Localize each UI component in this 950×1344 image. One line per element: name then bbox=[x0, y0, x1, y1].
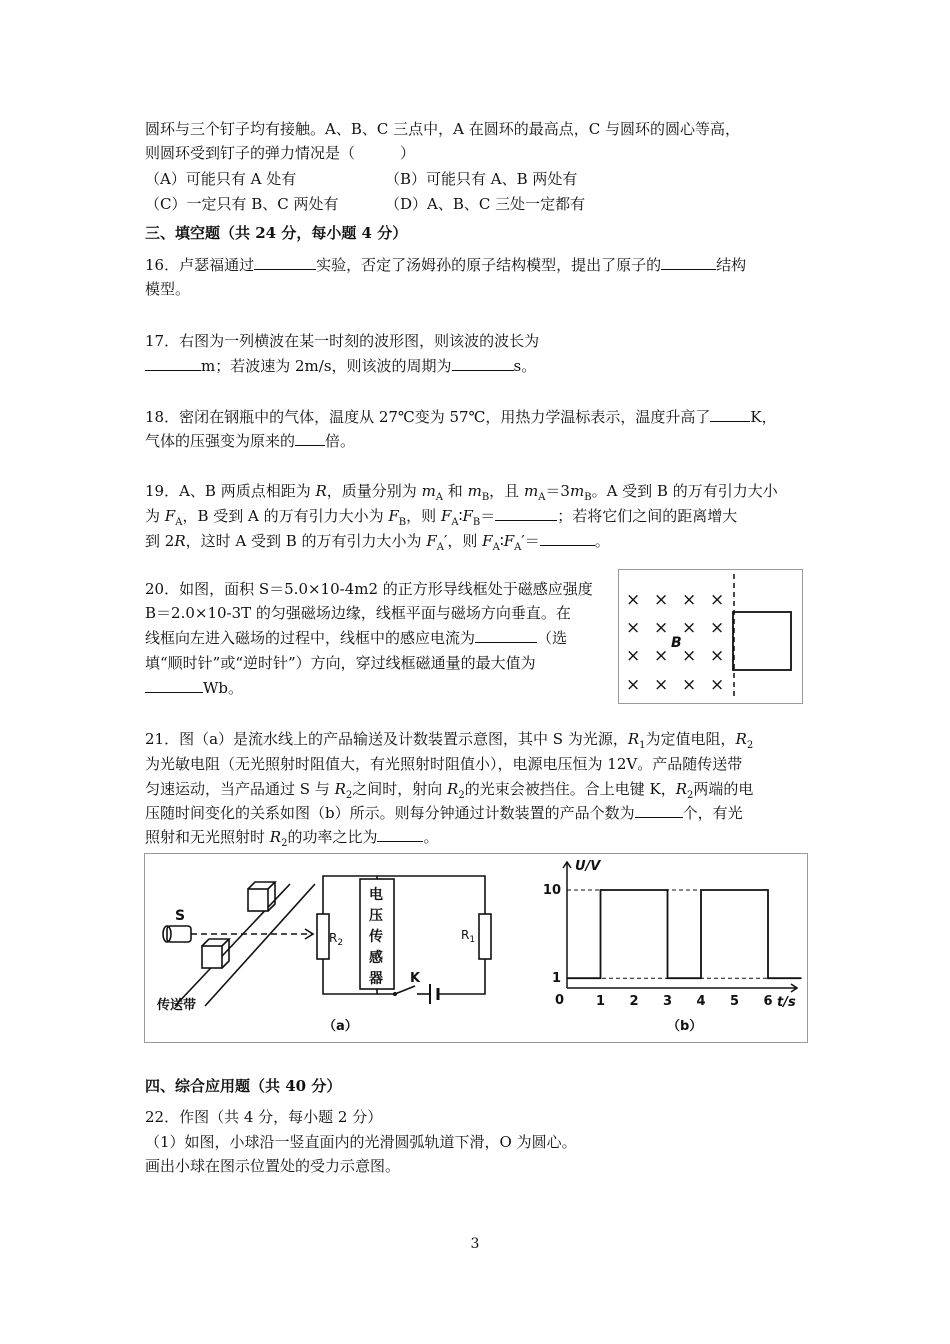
origin-label: 0 bbox=[555, 993, 565, 1008]
field-cross: × bbox=[626, 618, 641, 638]
label-s: S bbox=[175, 908, 186, 924]
q19-f: F bbox=[503, 532, 515, 550]
wire-frame bbox=[733, 612, 791, 670]
q21-t5: 的光束会被挡住。合上电键 K， bbox=[464, 780, 676, 798]
q18-blank-1[interactable] bbox=[710, 406, 750, 422]
field-cross: × bbox=[654, 590, 669, 610]
field-cross: × bbox=[682, 618, 697, 638]
q20-line2: B＝2.0×10-3T 的匀强磁场边缘，线框平面与磁场方向垂直。在 bbox=[145, 604, 571, 622]
q19-t3: 和 bbox=[443, 482, 468, 500]
q21-blank-1[interactable] bbox=[635, 802, 683, 818]
label-r1-text: R bbox=[461, 928, 470, 942]
x-tick-label: 3 bbox=[662, 994, 673, 1009]
q17-line1: 17．右图为一列横波在某一时刻的波形图，则该波的波长为 bbox=[145, 332, 540, 350]
q21-t2: 为定值电阻， bbox=[645, 730, 736, 748]
q19-f: F bbox=[482, 532, 493, 550]
q16-blank-2[interactable] bbox=[661, 254, 716, 270]
q19-t2: ，质量分别为 bbox=[326, 482, 422, 500]
label-r2-text: R bbox=[329, 931, 338, 945]
q19-colon: ∶ bbox=[458, 507, 463, 525]
magnetic-field-diagram bbox=[619, 570, 802, 703]
x-tick-label: 2 bbox=[629, 994, 639, 1009]
q15-option-d: （D）A、B、C 三处一定都有 bbox=[385, 195, 586, 213]
q19-t8: ，B 受到 A 的万有引力大小为 bbox=[182, 507, 389, 525]
q20-line5 bbox=[145, 677, 243, 699]
q16-line2: 模型。 bbox=[145, 280, 191, 298]
q16-text-c: 结构 bbox=[716, 256, 747, 274]
q19-sub: B bbox=[584, 492, 592, 503]
q21-line3: 匀速运动，当产品通过 S 与 $R_2$之间时，射向 $R_2$的光束会被挡住。合上电键 K，$R_2$两端的电 bbox=[145, 780, 754, 801]
q19-eq: ＝ bbox=[480, 507, 496, 525]
q20-blank-1[interactable] bbox=[475, 627, 537, 643]
q15-stem-line1: 圆环与三个钉子均有接触。A、B、C 三点中，A 在圆环的最高点，C 与圆环的圆心等高， bbox=[145, 120, 740, 138]
switch-k bbox=[395, 986, 415, 994]
q21-line4 bbox=[145, 802, 743, 824]
q18-blank-2[interactable] bbox=[295, 430, 325, 446]
q19-sub: A bbox=[514, 542, 522, 553]
q21-line2: 为光敏电阻（无光照射时阻值大，有光照射时阻值小），电源电压恒为 12V。产品随传送带 bbox=[145, 755, 743, 773]
x-tick-label: 4 bbox=[696, 994, 706, 1009]
q19-sub: A bbox=[538, 492, 546, 503]
x-tick-label: 1 bbox=[595, 994, 606, 1009]
q17-blank-1[interactable] bbox=[145, 355, 201, 371]
section3-title: 三、填空题（共 24 分，每小题 4 分） bbox=[145, 224, 408, 242]
field-cross: × bbox=[710, 590, 725, 610]
q21-t4: 之间时，射向 bbox=[352, 780, 448, 798]
q18-text-b: K， bbox=[750, 408, 777, 426]
q17-line2 bbox=[145, 355, 536, 377]
q21-t7: 压随时间变化的关系如图（b）所示。则每分钟通过计数装置的产品个数为 bbox=[145, 804, 635, 822]
q19-f: F bbox=[440, 507, 452, 525]
q19-t6: 。A 受到 B 的万有引力大小 bbox=[591, 482, 778, 500]
q18-line1 bbox=[145, 406, 777, 428]
q18-line2 bbox=[145, 430, 355, 452]
q19-m: m bbox=[421, 482, 436, 500]
caption-a: （a） bbox=[323, 1019, 358, 1034]
q20-line4: 填“顺时针”或“逆时针”）方向，穿过线框磁通量的最大值为 bbox=[145, 654, 536, 672]
page-number: 3 bbox=[470, 1236, 480, 1252]
field-cross: × bbox=[654, 618, 669, 638]
x-axis-label: t/s bbox=[777, 995, 796, 1010]
q19-sub: B bbox=[398, 517, 407, 528]
field-cross: × bbox=[682, 590, 697, 610]
caption-b: （b） bbox=[667, 1019, 703, 1034]
field-cross: × bbox=[654, 675, 669, 695]
q19-f: F bbox=[462, 507, 473, 525]
q18-text-d: 倍。 bbox=[325, 432, 356, 450]
sensor-label bbox=[368, 886, 383, 987]
field-cross: × bbox=[710, 618, 725, 638]
q20-line3 bbox=[145, 627, 567, 649]
q21-r: R bbox=[627, 730, 640, 748]
sensor-char: 压 bbox=[369, 908, 383, 924]
q21-t8: 个，有光 bbox=[682, 804, 743, 822]
q17-text-a: m；若波速为 2m/s，则该波的周期为 bbox=[201, 357, 452, 375]
q21-t9: 照射和无光照射时 bbox=[145, 828, 270, 846]
q19-sub: A bbox=[175, 517, 183, 528]
sensor-char: 感 bbox=[369, 950, 383, 966]
q16-line1 bbox=[145, 254, 746, 276]
q19-end: 。 bbox=[594, 532, 610, 550]
wire-top bbox=[323, 876, 485, 914]
q20-blank-2[interactable] bbox=[145, 677, 203, 693]
label-k: K bbox=[410, 971, 421, 986]
q19-f: F bbox=[164, 507, 176, 525]
q19-line3 bbox=[145, 530, 610, 559]
q19-sub: A bbox=[436, 542, 444, 553]
q22-line2: （1）如图，小球沿一竖直面内的光滑圆弧轨道下滑，O 为圆心。 bbox=[145, 1133, 577, 1151]
q20-text-a: 线框向左进入磁场的过程中，线框中的感应电流为 bbox=[145, 629, 476, 647]
field-cross: × bbox=[626, 590, 641, 610]
q20-text-c: Wb。 bbox=[203, 679, 244, 697]
q20-text-b: （选 bbox=[537, 629, 568, 647]
q19-t7: 为 bbox=[145, 507, 165, 525]
q19-r: R bbox=[315, 482, 327, 500]
q19-t5: ＝3 bbox=[545, 482, 570, 500]
sensor-char: 器 bbox=[369, 971, 383, 987]
product-box-top bbox=[248, 882, 275, 889]
q15-stem-line2: 则圆环受到钉子的弹力情况是（ ） bbox=[145, 144, 416, 162]
conveyor-line bbox=[175, 884, 290, 1006]
q21-figures bbox=[144, 853, 808, 1043]
q21-t6: 两端的电 bbox=[693, 780, 754, 798]
q19-t12: ，这时 A 受到 B 的万有引力大小为 bbox=[185, 532, 427, 550]
q19-blank-2[interactable] bbox=[540, 530, 595, 546]
q19-t9: ，则 bbox=[406, 507, 441, 525]
q21-r: R bbox=[447, 780, 459, 798]
q19-sub: A bbox=[435, 492, 444, 503]
voltage-time-chart bbox=[543, 859, 802, 1010]
label-belt: 传送带 bbox=[157, 998, 197, 1013]
field-label: B bbox=[671, 635, 682, 651]
q21-t1: 21．图（a）是流水线上的产品输送及计数装置示意图，其中 S 为光源， bbox=[145, 730, 628, 748]
q18-text-c: 气体的压强变为原来的 bbox=[145, 432, 296, 450]
q19-prime: ′ bbox=[521, 532, 525, 550]
q19-t4: ，且 bbox=[489, 482, 524, 500]
q20-line1: 20．如图，面积 S＝5.0×10-4m2 的正方形导线框处于磁感应强度 bbox=[145, 580, 593, 598]
q19-m: m bbox=[467, 482, 482, 500]
q21-blank-2[interactable] bbox=[377, 826, 423, 842]
sensor-char: 传 bbox=[369, 929, 383, 945]
q19-colon: ∶ bbox=[499, 532, 504, 550]
q21-t10: 的功率之比为 bbox=[287, 828, 378, 846]
resistor-r1 bbox=[479, 914, 491, 959]
q19-f: F bbox=[426, 532, 437, 550]
q19-t10: ；若将它们之间的距离增大 bbox=[557, 507, 738, 525]
field-cross: × bbox=[654, 646, 669, 666]
q19-r: R bbox=[174, 532, 186, 550]
q19-t1: 19．A、B 两质点相距为 bbox=[145, 482, 316, 500]
product-box-top bbox=[202, 939, 229, 946]
q19-t13: ，则 bbox=[447, 532, 483, 550]
x-tick-label: 5 bbox=[729, 994, 740, 1009]
q22-line3: 画出小球在图示位置处的受力示意图。 bbox=[145, 1157, 401, 1175]
q17-text-b: s。 bbox=[513, 357, 537, 375]
q15-option-b: （B）可能只有 A、B 两处有 bbox=[385, 170, 578, 188]
q19-blank-1[interactable] bbox=[495, 505, 557, 521]
q21-r: R bbox=[735, 730, 747, 748]
section4-title: 四、综合应用题（共 40 分） bbox=[145, 1077, 342, 1095]
q17-blank-2[interactable] bbox=[452, 355, 514, 371]
q21-line1: 21．图（a）是流水线上的产品输送及计数装置示意图，其中 S 为光源，$R_1$为定值电阻，$R_2$ bbox=[145, 730, 754, 751]
sensor-char: 电 bbox=[369, 887, 383, 903]
resistor-r2 bbox=[317, 914, 329, 959]
q19-sub: A bbox=[492, 542, 500, 553]
q19-m: m bbox=[569, 482, 585, 500]
q21-figure-svg bbox=[145, 854, 807, 1042]
y-tick-label: 10 bbox=[542, 883, 561, 898]
label-r1: $R_1$ bbox=[461, 928, 476, 945]
product-box bbox=[202, 946, 222, 968]
field-cross: × bbox=[626, 646, 641, 666]
q18-text-a: 18．密闭在钢瓶中的气体，温度从 27℃变为 57℃，用热力学温标表示，温度升高了 bbox=[145, 408, 711, 426]
q21-r: R bbox=[334, 780, 346, 798]
q21-t11: 。 bbox=[423, 828, 439, 846]
voltage-series-line bbox=[567, 890, 802, 978]
product-box bbox=[248, 889, 268, 911]
y-tick-label: 1 bbox=[551, 971, 561, 987]
q19-t11: 到 2 bbox=[145, 532, 175, 550]
field-cross: × bbox=[710, 646, 725, 666]
q19-prime: ′ bbox=[443, 532, 448, 550]
q16-blank-1[interactable] bbox=[254, 254, 316, 270]
switch-pivot bbox=[393, 992, 397, 996]
field-cross: × bbox=[682, 646, 697, 666]
q19-eq: ＝ bbox=[524, 532, 540, 550]
q20-figure bbox=[618, 569, 803, 704]
q16-text-a: 16．卢瑟福通过 bbox=[145, 256, 255, 274]
circuit-diagram bbox=[163, 876, 491, 1006]
q19-f: F bbox=[388, 507, 399, 525]
field-cross: × bbox=[682, 675, 697, 695]
field-cross: × bbox=[710, 675, 725, 695]
q19-m: m bbox=[523, 482, 539, 500]
y-axis-label: U/V bbox=[575, 859, 601, 874]
label-r2: $R_2$ bbox=[329, 931, 344, 948]
q16-text-b: 实验，否定了汤姆孙的原子结构模型，提出了原子的 bbox=[316, 256, 662, 274]
field-cross: × bbox=[626, 675, 641, 695]
q21-t3: 匀速运动，当产品通过 S 与 bbox=[145, 780, 335, 798]
q21-r: R bbox=[269, 828, 282, 846]
q15-option-c: （C）一定只有 B、C 两处有 bbox=[145, 195, 339, 213]
q15-option-a: （A）可能只有 A 处有 bbox=[145, 170, 297, 188]
q22-line1: 22．作图（共 4 分，每小题 2 分） bbox=[145, 1108, 383, 1126]
q21-line5: 照射和无光照射时 $R_2$的功率之比为 。 bbox=[145, 828, 439, 849]
wire-bottom-right bbox=[455, 959, 485, 994]
q21-r: R bbox=[675, 780, 687, 798]
x-tick-label: 6 bbox=[763, 994, 773, 1009]
q19-sub: A bbox=[451, 517, 459, 528]
q19-sub: B bbox=[472, 517, 481, 528]
q19-sub: B bbox=[481, 492, 490, 503]
